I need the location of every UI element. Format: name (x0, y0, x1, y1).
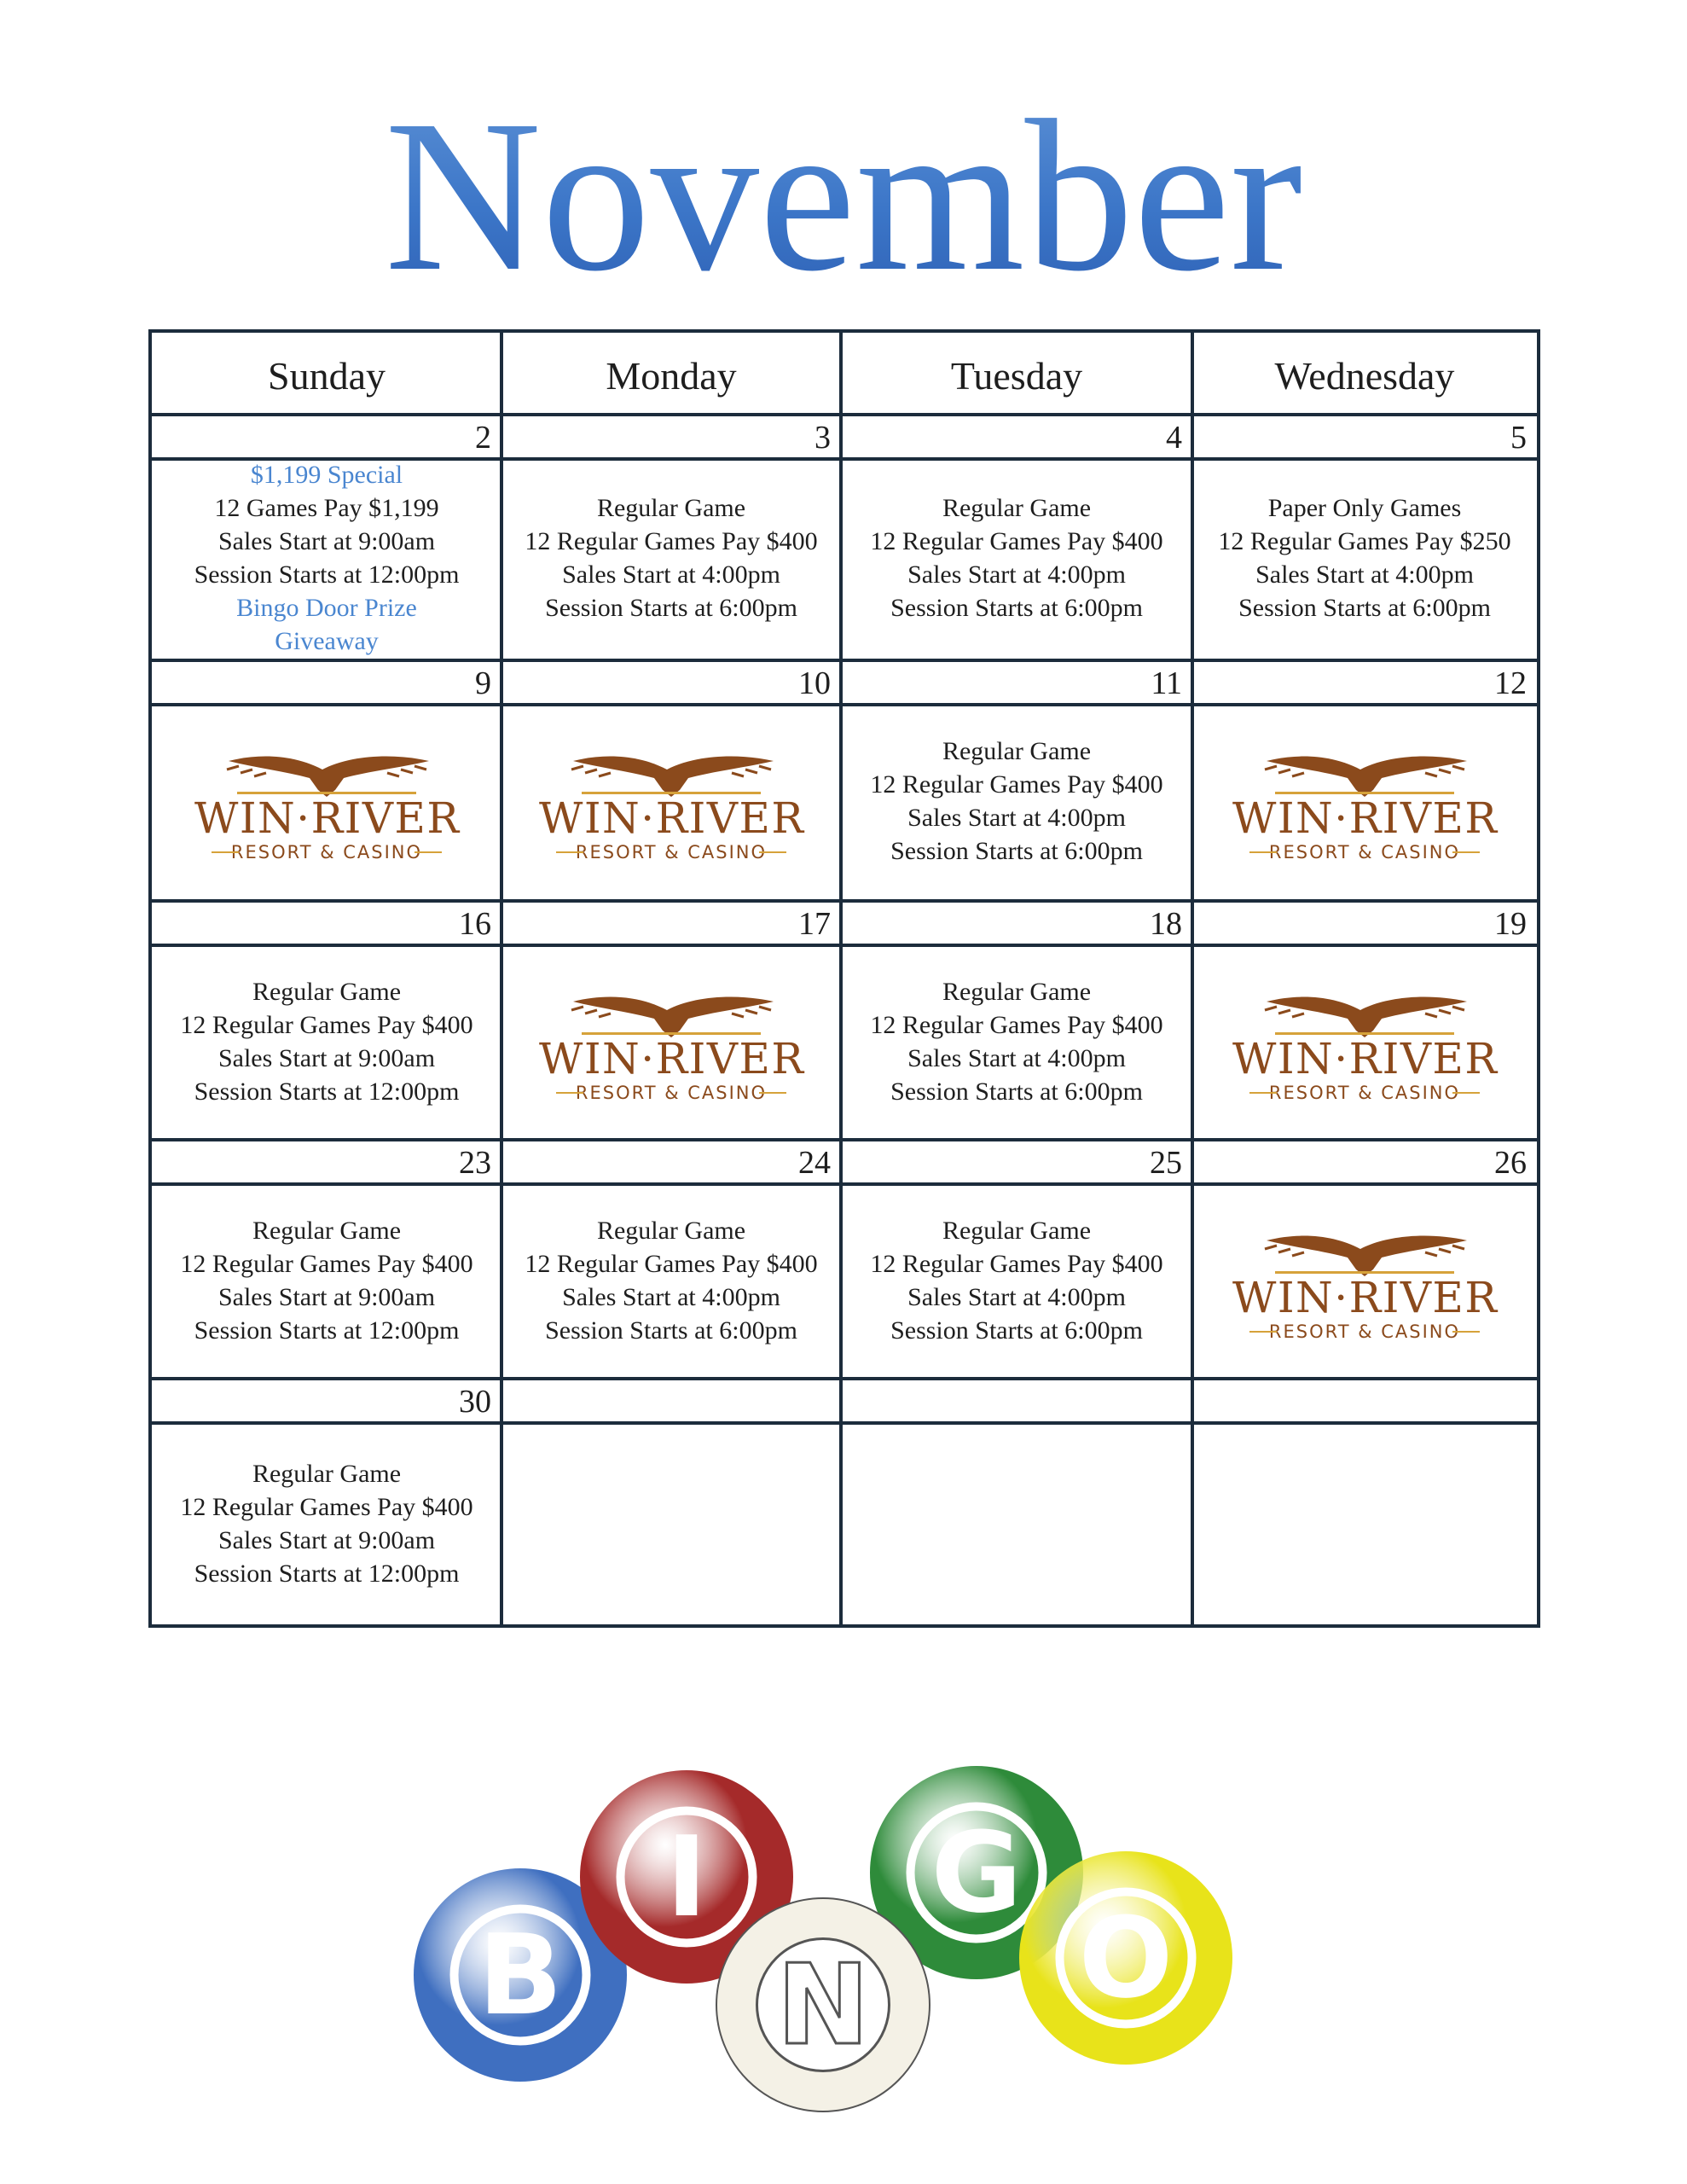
logo-subtitle: RESORT & CASINO (1268, 1321, 1461, 1342)
day-number: 30 (459, 1384, 491, 1420)
event-line: Session Starts at 6:00pm (1238, 594, 1491, 622)
eagle-feather (1439, 1010, 1451, 1014)
event-line: Session Starts at 12:00pm (194, 1316, 460, 1345)
event-line: Sales Start at 4:00pm (907, 1044, 1126, 1072)
event-line: Regular Game (252, 1217, 402, 1245)
eagle-feather (1439, 770, 1451, 773)
day-number: 11 (1151, 665, 1182, 701)
logo-wordmark: WIN·RIVER (194, 793, 459, 843)
bingo-balls-graphic (409, 1749, 1279, 2167)
logo-wordmark: WIN·RIVER (539, 1034, 803, 1083)
eagle-feather (1425, 1014, 1437, 1017)
day-number: 4 (1166, 420, 1182, 456)
eagle-feather (254, 773, 266, 776)
day-number: 18 (1150, 906, 1182, 942)
event-line: 12 Regular Games Pay $400 (525, 527, 818, 555)
bingo-letter: I (665, 1812, 708, 1942)
event-line: 12 Games Pay $1,199 (214, 494, 439, 522)
eagle-feather (1452, 1007, 1464, 1010)
day-cell (152, 459, 501, 657)
event-highlight: $1,199 Special (250, 461, 403, 489)
day-cell (501, 945, 841, 1138)
event-line: 12 Regular Games Pay $400 (180, 1011, 473, 1039)
day-number (1192, 1379, 1537, 1423)
logo-wordmark: WIN·RIVER (1232, 1034, 1497, 1083)
eagle-feather (1265, 766, 1277, 770)
day-cell (501, 1423, 841, 1624)
event-line: 12 Regular Games Pay $400 (180, 1493, 473, 1521)
event-line: Regular Game (942, 1217, 1092, 1245)
eagle-feather (599, 1014, 611, 1017)
eagle-feather (571, 1007, 583, 1010)
eagle-feather (1452, 766, 1464, 770)
logo-subtitle: RESORT & CASINO (230, 842, 423, 863)
win-river-logo (1224, 1217, 1505, 1345)
day-number: 2 (475, 420, 491, 456)
day-cell (1192, 705, 1537, 897)
event-line: Sales Start at 4:00pm (562, 561, 780, 589)
weekday-header-sunday: Sunday (268, 353, 386, 398)
win-river-logo (1224, 978, 1505, 1106)
event-highlight: Bingo Door Prize (236, 594, 417, 622)
eagle-feather (745, 770, 757, 773)
day-number: 23 (459, 1145, 491, 1181)
eagle-feather (571, 766, 583, 770)
event-line: Session Starts at 6:00pm (545, 594, 797, 622)
logo-wordmark: WIN·RIVER (1232, 1273, 1497, 1322)
logo-subtitle: RESORT & CASINO (1268, 1083, 1461, 1103)
eagle-feather (759, 766, 771, 770)
day-cell (841, 1423, 1192, 1624)
event-line: 12 Regular Games Pay $400 (870, 770, 1163, 799)
eagle-feather (1278, 770, 1290, 773)
bingo-ball-n (716, 1898, 930, 2111)
event-line: Sales Start at 9:00am (217, 1526, 436, 1554)
day-number: 5 (1510, 420, 1527, 456)
win-river-logo (1224, 737, 1505, 865)
bingo-letter: B (478, 1910, 563, 2040)
day-number (841, 1379, 1192, 1423)
event-line: 12 Regular Games Pay $400 (870, 1011, 1163, 1039)
day-cell (152, 1423, 501, 1624)
event-line: Session Starts at 12:00pm (194, 1077, 460, 1106)
day-cell (501, 1184, 841, 1377)
eagle-feather (1452, 1246, 1464, 1249)
eagle-feather (227, 766, 239, 770)
eagle-feather (1292, 1252, 1304, 1256)
eagle-feather (401, 770, 413, 773)
event-line: 12 Regular Games Pay $400 (525, 1250, 818, 1278)
event-line: Session Starts at 12:00pm (194, 561, 460, 589)
day-number: 25 (1150, 1145, 1182, 1181)
day-cell (501, 459, 841, 657)
event-line: Session Starts at 6:00pm (890, 837, 1143, 865)
day-cell (152, 1184, 501, 1377)
event-line: 12 Regular Games Pay $250 (1218, 527, 1511, 555)
weekday-header-tuesday: Tuesday (950, 353, 1083, 398)
eagle-feather (759, 1007, 771, 1010)
event-line: Regular Game (252, 1460, 402, 1488)
page-title: November (0, 68, 1687, 324)
event-line: Regular Game (596, 494, 746, 522)
eagle-feather (387, 773, 399, 776)
day-cell (501, 705, 841, 897)
day-cell (1192, 1184, 1537, 1377)
eagle-feather (241, 770, 252, 773)
eagle-feather (1425, 773, 1437, 776)
day-cell (841, 705, 1192, 897)
bingo-ball-o (1019, 1851, 1232, 2065)
eagle-feather (1425, 1252, 1437, 1256)
bingo-letter: O (1078, 1893, 1174, 2023)
event-line: Regular Game (942, 978, 1092, 1006)
day-number: 19 (1494, 906, 1527, 942)
day-number (501, 1379, 841, 1423)
event-line: Paper Only Games (1267, 494, 1462, 522)
event-line: Sales Start at 4:00pm (1255, 561, 1474, 589)
day-cell (152, 945, 501, 1138)
day-cell (1192, 459, 1537, 657)
event-line: Regular Game (942, 737, 1092, 765)
event-line: Regular Game (596, 1217, 746, 1245)
eagle-feather (1278, 1249, 1290, 1252)
eagle-feather (585, 770, 597, 773)
event-line: Regular Game (942, 494, 1092, 522)
event-line: Sales Start at 4:00pm (562, 1283, 780, 1311)
logo-wordmark: WIN·RIVER (1232, 793, 1497, 843)
event-line: Sales Start at 4:00pm (907, 804, 1126, 832)
day-cell (841, 945, 1192, 1138)
eagle-feather (1439, 1249, 1451, 1252)
day-cell (152, 705, 501, 897)
win-river-logo (530, 737, 812, 865)
logo-subtitle: RESORT & CASINO (575, 842, 768, 863)
weekday-header-wednesday: Wednesday (1274, 353, 1455, 398)
eagle-feather (1278, 1010, 1290, 1014)
eagle-feather (1265, 1007, 1277, 1010)
day-number: 3 (815, 420, 831, 456)
day-number: 26 (1494, 1145, 1527, 1181)
win-river-logo (530, 978, 812, 1106)
day-number: 9 (475, 665, 491, 701)
eagle-feather (745, 1010, 757, 1014)
weekday-header-monday: Monday (606, 353, 737, 398)
day-number: 12 (1494, 665, 1527, 701)
event-line: Session Starts at 12:00pm (194, 1560, 460, 1588)
event-line: Regular Game (252, 978, 402, 1006)
eagle-feather (732, 1014, 744, 1017)
logo-wordmark: WIN·RIVER (539, 793, 803, 843)
event-line: Session Starts at 6:00pm (890, 1316, 1143, 1345)
win-river-logo (186, 737, 467, 865)
event-line: Sales Start at 9:00am (217, 527, 436, 555)
event-line: Session Starts at 6:00pm (890, 594, 1143, 622)
event-line: Sales Start at 4:00pm (907, 1283, 1126, 1311)
day-cell (841, 459, 1192, 657)
event-line: Sales Start at 9:00am (217, 1283, 436, 1311)
eagle-feather (599, 773, 611, 776)
day-number: 10 (798, 665, 831, 701)
logo-subtitle: RESORT & CASINO (575, 1083, 768, 1103)
bingo-letter: G (930, 1808, 1023, 1937)
eagle-feather (1265, 1246, 1277, 1249)
eagle-feather (585, 1010, 597, 1014)
day-number: 17 (798, 906, 831, 942)
day-number: 24 (798, 1145, 831, 1181)
event-highlight: Giveaway (275, 627, 379, 655)
event-line: 12 Regular Games Pay $400 (870, 1250, 1163, 1278)
calendar-grid (148, 329, 1540, 1628)
event-line: 12 Regular Games Pay $400 (870, 527, 1163, 555)
bingo-letter: N (776, 1940, 870, 2070)
event-line: Sales Start at 9:00am (217, 1044, 436, 1072)
event-line: Session Starts at 6:00pm (890, 1077, 1143, 1106)
event-line: 12 Regular Games Pay $400 (180, 1250, 473, 1278)
eagle-feather (732, 773, 744, 776)
event-line: Session Starts at 6:00pm (545, 1316, 797, 1345)
day-number: 16 (459, 906, 491, 942)
day-cell (841, 1184, 1192, 1377)
eagle-feather (1292, 1014, 1304, 1017)
eagle-feather (1292, 773, 1304, 776)
eagle-feather (415, 766, 426, 770)
event-line: Sales Start at 4:00pm (907, 561, 1126, 589)
day-cell (1192, 1423, 1537, 1624)
logo-subtitle: RESORT & CASINO (1268, 842, 1461, 863)
day-cell (1192, 945, 1537, 1138)
